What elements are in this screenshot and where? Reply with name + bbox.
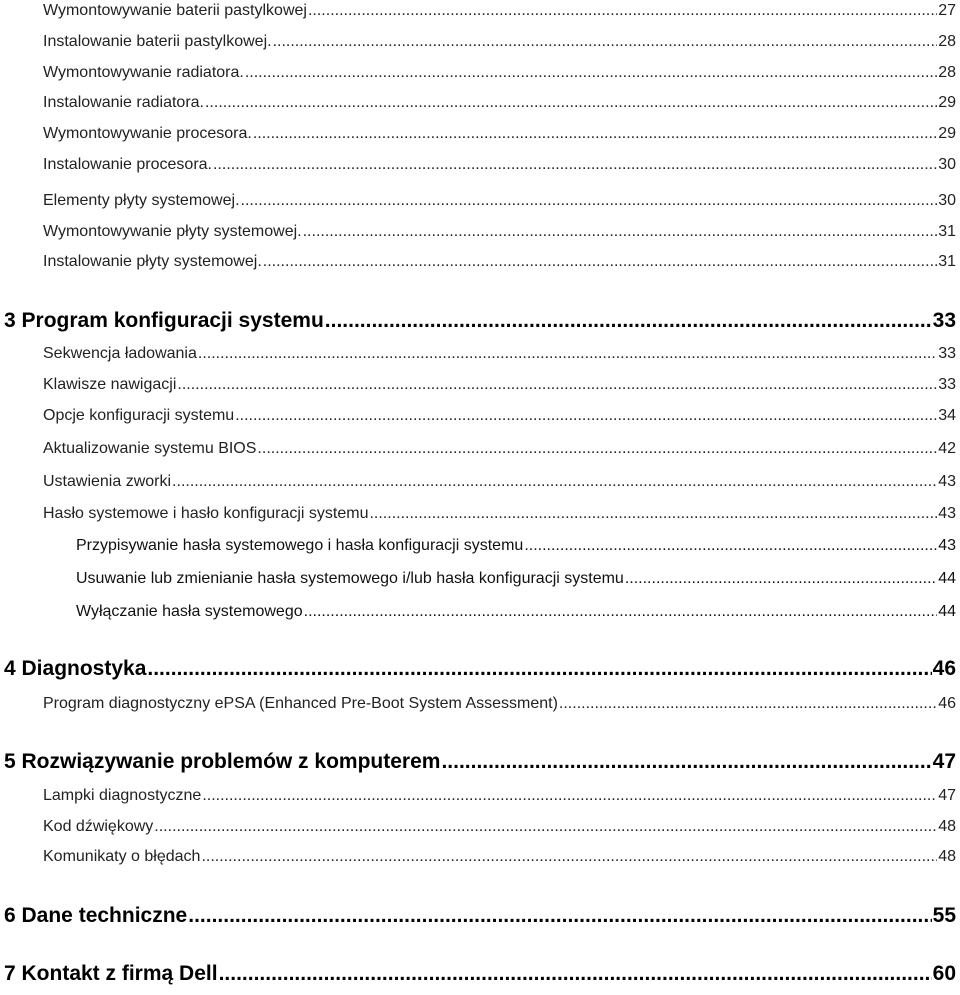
toc-entry-page: 46 [938,695,956,712]
toc-leader [308,2,937,20]
toc-chapter-page: 47 [932,750,956,773]
toc-entry-title: Program diagnostyczny ePSA (Enhanced Pre-Boot System Assessment) [43,695,558,712]
toc-chapter-page: 55 [932,904,956,927]
toc-entry-page: 43 [938,473,956,490]
toc-chapter-title: 3 Program konfiguracji systemu [4,309,324,332]
toc-entry-title: Ustawienia zworki [43,473,172,490]
toc-chapter[interactable] [4,309,956,333]
toc-entry-title: Wymontowywanie baterii pastylkowej [43,2,307,19]
toc-entry-title: Hasło systemowe i hasło konfiguracji systemu [43,505,369,522]
toc-entry-title: Aktualizowanie systemu BIOS [43,440,257,457]
toc-entry-page: 43 [938,505,956,522]
toc-entry-page: 29 [938,125,956,142]
toc-chapter-page: 60 [932,962,956,985]
toc-entry-page: 34 [938,407,956,424]
toc-entry[interactable] [43,505,956,523]
toc-entry-title: Wymontowywanie procesora. [43,125,252,142]
toc-entry-page: 28 [938,64,956,81]
toc-entry[interactable] [43,192,956,210]
toc-entry-page: 27 [938,2,956,19]
toc-leader [172,473,937,491]
toc-entry-page: 33 [938,345,956,362]
toc-entry[interactable] [43,156,956,174]
toc-leader [441,750,931,774]
toc-entry-page: 30 [938,192,956,209]
toc-entry-page: 31 [938,223,956,240]
toc-chapter-page: 46 [932,657,956,680]
toc-entry[interactable] [43,125,956,143]
toc-entry-title: Instalowanie baterii pastylkowej. [43,33,272,50]
toc-entry[interactable] [43,2,956,20]
toc-subentry-page: 44 [938,603,956,620]
toc-entry-title: Kod dźwiękowy [43,818,154,835]
toc-entry-page: 28 [938,33,956,50]
toc-subentry-page: 44 [938,570,956,587]
toc-leader [263,253,937,271]
toc-leader [235,407,937,425]
toc-entry[interactable] [43,407,956,425]
toc-entry[interactable] [43,787,956,805]
toc-entry-title: Instalowanie płyty systemowej. [43,253,262,270]
toc-entry-title: Lampki diagnostyczne [43,787,202,804]
toc-leader [202,787,937,805]
toc-leader [253,125,937,143]
toc-subentry[interactable] [76,537,956,555]
toc-leader [559,695,937,713]
toc-entry[interactable] [43,376,956,394]
toc-entry[interactable] [43,223,956,241]
toc-leader [219,962,932,986]
toc-chapter-title: 6 Dane techniczne [4,904,188,927]
toc-leader [245,64,937,82]
toc-leader [241,192,938,210]
toc-leader [213,156,937,174]
toc-entry[interactable] [43,473,956,491]
toc-entry-page: 42 [938,440,956,457]
toc-entry[interactable] [43,848,956,866]
toc-leader [147,657,931,681]
toc-subentry-page: 43 [938,537,956,554]
toc-subentry-title: Przypisywanie hasła systemowego i hasła konfiguracji systemu [76,537,524,554]
toc-subentry-title: Usuwanie lub zmienianie hasła systemowego i/lub hasła konfiguracji systemu [76,570,624,587]
toc-entry-title: Instalowanie procesora. [43,156,212,173]
toc-entry-title: Sekwencja ładowania [43,345,197,362]
toc-leader [257,440,937,458]
toc-chapter[interactable] [4,657,956,681]
toc-chapter-title: 5 Rozwiązywanie problemów z komputerem [4,750,441,773]
toc-leader [154,818,937,836]
toc-entry-page: 33 [938,376,956,393]
toc-entry-title: Wymontowywanie płyty systemowej. [43,223,302,240]
toc-leader [177,376,937,394]
toc-entry-title: Elementy płyty systemowej. [43,192,240,209]
toc-entry-page: 29 [938,94,956,111]
toc-leader [273,33,938,51]
toc-entry-title: Opcje konfiguracji systemu [43,407,235,424]
toc-leader [625,570,937,588]
toc-subentry[interactable] [76,570,956,588]
toc-leader [198,345,937,363]
toc-entry[interactable] [43,345,956,363]
toc-entry[interactable] [43,33,956,51]
toc-leader [188,904,931,928]
toc-leader [201,848,937,866]
toc-leader [304,603,938,621]
toc-entry-page: 31 [938,253,956,270]
toc-entry[interactable] [43,64,956,82]
toc-entry[interactable] [43,440,956,458]
toc-chapter[interactable] [4,904,956,928]
toc-entry[interactable] [43,94,956,112]
toc-chapter-title: 7 Kontakt z firmą Dell [4,962,218,985]
toc-leader [524,537,937,555]
toc-chapter[interactable] [4,962,956,986]
toc-entry-page: 48 [938,818,956,835]
toc-chapter[interactable] [4,750,956,774]
toc-subentry-title: Wyłączanie hasła systemowego [76,603,303,620]
toc-entry-title: Wymontowywanie radiatora. [43,64,244,81]
toc-entry-title: Komunikaty o błędach [43,848,201,865]
toc-entry[interactable] [43,695,956,713]
toc-subentry[interactable] [76,603,956,621]
toc-leader [205,94,937,112]
toc-leader [303,223,938,241]
toc-entry[interactable] [43,818,956,836]
toc-leader [325,309,932,333]
toc-chapter-page: 33 [932,309,956,332]
toc-entry[interactable] [43,253,956,271]
toc-entry-page: 48 [938,848,956,865]
toc-entry-page: 30 [938,156,956,173]
toc-leader [369,505,937,523]
toc-chapter-title: 4 Diagnostyka [4,657,147,680]
toc-entry-title: Instalowanie radiatora. [43,94,204,111]
toc-entry-title: Klawisze nawigacji [43,376,177,393]
toc-entry-page: 47 [938,787,956,804]
